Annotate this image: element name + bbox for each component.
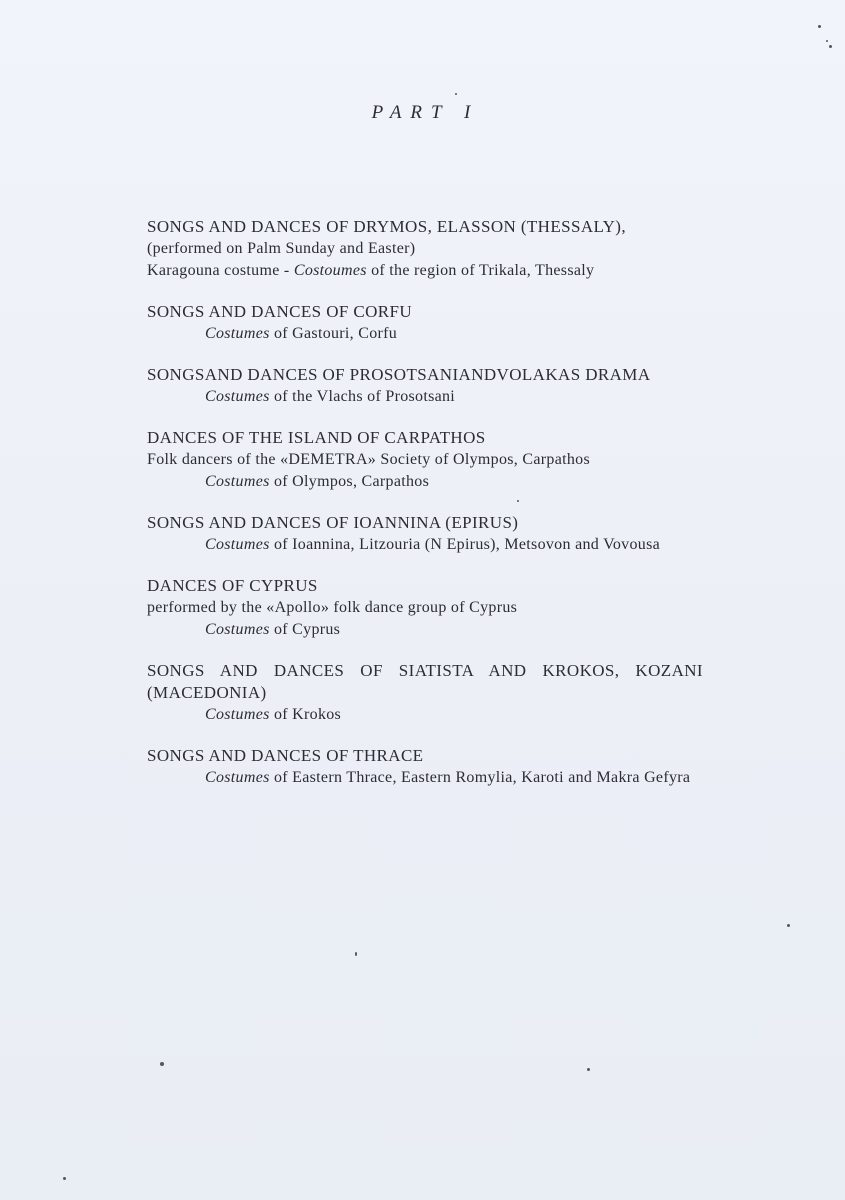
line-italic: Costumes [205,325,270,342]
section-line [147,534,703,556]
section-line [147,323,703,345]
line-italic: Costumes [205,706,270,723]
section-heading: SONGS AND DANCES OF CORFU [147,302,413,321]
line-prefix: Karagouna costume - [147,262,294,279]
section-line [147,767,703,789]
section-heading: DANCES OF THE ISLAND OF CARPATHOS [147,428,486,447]
section-heading: SONGS AND DANCES OF SIATISTA AND KROKOS, KOZANI (MACEDONIA) [147,661,703,702]
paper-speck [455,93,457,95]
paper-speck [829,45,832,48]
line-italic: Costumes [205,769,270,786]
section-heading: SONGS AND DANCES OF IOANNINA (EPIRUS) [147,513,519,532]
paper-speck [826,40,828,42]
line-italic: Costumes [205,473,270,490]
paper-speck [517,500,519,502]
paper-speck [160,1062,164,1066]
section-cyprus [147,575,703,641]
line-text: of Eastern Thrace, Eastern Romylia, Karoti and Makra Gefyra [269,769,691,786]
paper-speck [587,1068,590,1071]
section-heading: SONGSAND DANCES OF PROSOTSANIANDVOLAKAS DRAMA [147,365,651,384]
section-line [147,449,703,471]
paper-speck [355,952,357,956]
line-text: of Krokos [269,706,342,723]
paper-speck [63,1177,66,1180]
section-line [147,704,703,726]
line-text: Folk dancers of the «DEMETRA» Society of Olympos, Carpathos [147,451,590,468]
line-text: of the region of Trikala, Thessaly [366,262,595,279]
section-line [147,597,703,619]
line-text: of Cyprus [269,621,341,638]
line-italic: Costumes [205,536,270,553]
page-title: PART I [371,102,480,123]
section-line [147,238,703,260]
section-carpathos [147,427,703,493]
section-line [147,619,703,641]
section-line [147,471,703,493]
program-list [147,216,703,808]
line-italic: Costumes [205,621,270,638]
section-heading: SONGS AND DANCES OF THRACE [147,746,424,765]
line-text: of the Vlachs of Prosotsani [269,388,456,405]
section-line [147,386,703,408]
line-text: performed by the «Apollo» folk dance group of Cyprus [147,599,518,616]
section-heading: DANCES OF CYPRUS [147,576,318,595]
line-text: (performed on Palm Sunday and Easter) [147,240,416,257]
section-corfu [147,301,703,345]
section-heading: SONGS AND DANCES OF DRYMOS, ELASSON (THESSALY), [147,217,626,236]
section-prosotsani [147,364,703,408]
section-line [147,260,703,282]
line-italic: Costoumes [293,262,367,279]
section-drymos [147,216,703,282]
line-text: of Gastouri, Corfu [269,325,398,342]
line-text: of Ioannina, Litzouria (N Epirus), Metsovon and Vovousa [269,536,661,553]
line-text: of Olympos, Carpathos [269,473,430,490]
section-siatista [147,660,703,726]
line-italic: Costumes [205,388,270,405]
section-ioannina [147,512,703,556]
section-thrace [147,745,703,789]
paper-speck [818,25,821,28]
paper-speck [787,924,790,927]
